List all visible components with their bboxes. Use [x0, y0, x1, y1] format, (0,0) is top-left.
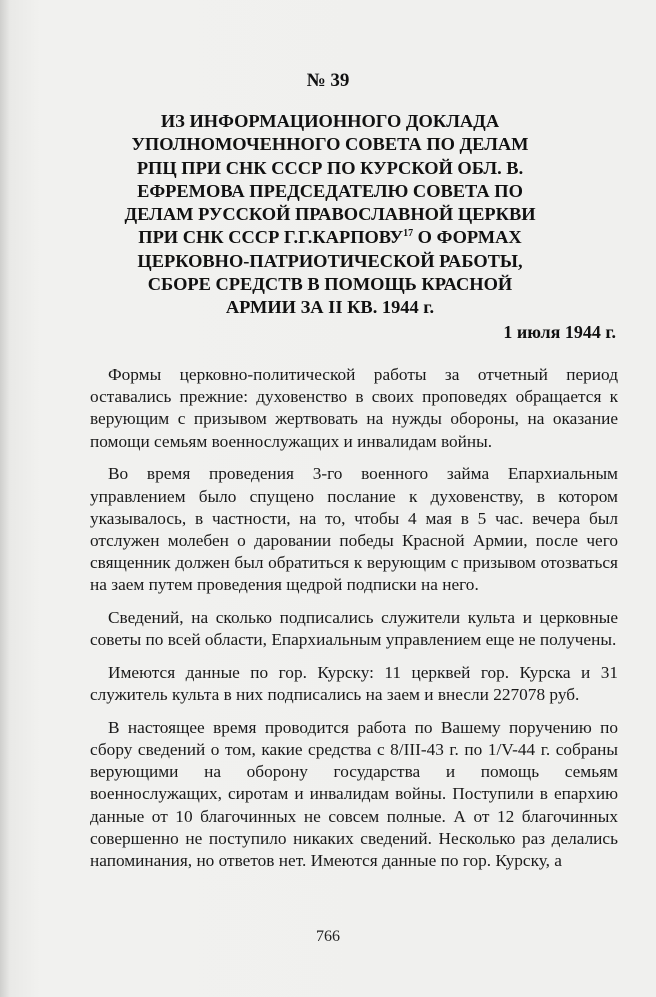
body-paragraph: Имеются данные по гор. Курску: 11 церквей гор. Курска и 31 служитель культа в них подписались на заем и внесли 227078 руб.: [90, 662, 618, 705]
footnote-reference: 17: [403, 228, 414, 240]
body-paragraph: Формы церковно-политической работы за отчетный период оставались прежние: духовенство в своих проповедях обращается к верующим с призывом жертвовать на нужды обороны, на оказание помощи семьям военнослужащих и инвалидам войны.: [90, 365, 618, 451]
document-body: [90, 364, 618, 883]
body-paragraph: Сведений, на сколько подписались служители культа и церковные советы по всей области, Епархиальным управлением еще не получены.: [90, 608, 618, 650]
body-paragraph: В настоящее время проводится работа по Вашему поручению по сбору сведений о том, какие средства с 8/III-43 г. по 1/V-44 г. собраны верующими на оборону государства и помощь семьям военнослужащих, сиротам и инвалидам войны. Поступили в епархию данные от 10 благочинных не совсем полные. А от 12 благочинных совершенно не поступило никаких сведений. Несколько раз делались напоминания, но ответов нет. Имеются данные по гор. Курску, а: [90, 717, 618, 871]
document-title-tail: О ФОРМАХ ЦЕРКОВНО-ПАТРИОТИЧЕСКОЙ РАБОТЫ, СБОРЕ СРЕДСТВ В ПОМОЩЬ КРАСНОЙ АРМИИ ЗА II КВ. 1944 г.: [137, 227, 523, 318]
document-title-main: ИЗ ИНФОРМАЦИОННОГО ДОКЛАДА УПОЛНОМОЧЕННОГО СОВЕТА ПО ДЕЛАМ РПЦ ПРИ СНК СССР ПО КУРСКОЙ ОБЛ. В. ЕФРЕМОВА ПРЕДСЕДАТЕЛЮ СОВЕТА ПО ДЕЛАМ РУССКОЙ ПРАВОСЛАВНОЙ ЦЕРКВИ ПРИ СНК СССР Г.Г.КАРПОВУ: [124, 111, 536, 248]
body-paragraph: Во время проведения 3-го военного займа Епархиальным управлением было спущено послание к духовенству, в котором указывалось, в частности, на то, чтобы 4 мая в 5 час. вечера был отслужен молебен о даровании победы Красной Армии, после чего священник должен был обратиться к верующим с призывом отозваться на заем путем проведения щедрой подписки на него.: [90, 464, 618, 595]
document-date: 1 июля 1944 г.: [503, 322, 616, 342]
page-number: 766: [316, 928, 340, 945]
document-number: № 39: [306, 70, 350, 91]
document-title: [120, 110, 540, 320]
